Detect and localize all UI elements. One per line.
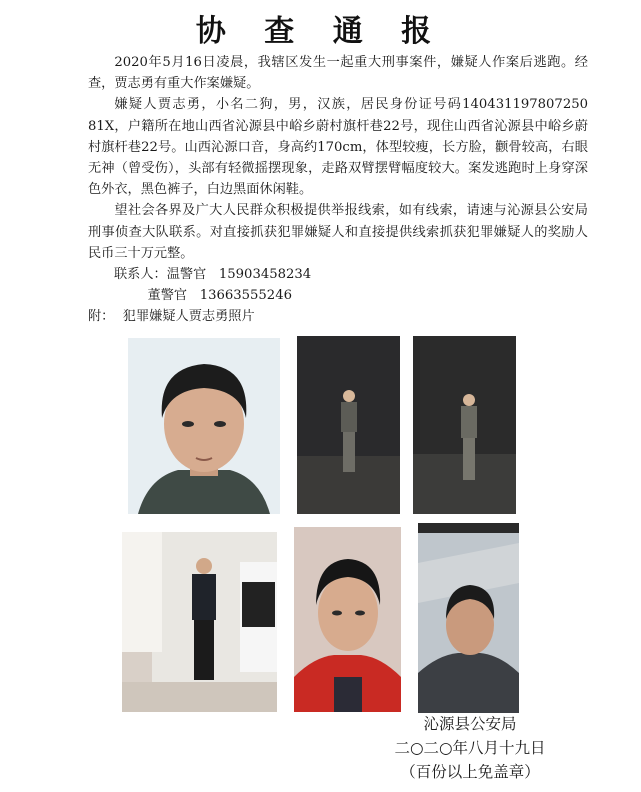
contact-name: 温警官 bbox=[166, 267, 207, 283]
stamp-note: （百份以上免盖章） bbox=[400, 763, 540, 781]
contact-phone: 13663555246 bbox=[199, 288, 292, 304]
contact-label: 联系人： bbox=[114, 267, 167, 283]
issue-date: 二○二○年八月十九日 bbox=[394, 739, 546, 757]
phone-video-screenshot bbox=[418, 523, 519, 713]
night-street-photo-1 bbox=[297, 336, 400, 514]
night-street-photo-2 bbox=[413, 336, 516, 514]
contact-row-1 bbox=[88, 264, 588, 285]
closeup-photo bbox=[294, 527, 401, 712]
indoor-photo bbox=[122, 532, 277, 712]
paragraph-incident: 2020年5月16日凌晨，我辖区发生一起重大刑事案件，嫌疑人作案后逃跑。经查，贾志勇有重大作案嫌疑。 bbox=[88, 55, 588, 92]
notice-title: 协 查 通 报 bbox=[195, 14, 446, 49]
paragraph-suspect-description: 嫌疑人贾志勇，小名二狗，男，汉族，居民身份证号码140431197807250​81X，户籍所在地山西省沁源县中峪乡蔚村旗杆巷22号，现住山西省沁源县中峪乡蔚村旗杆巷22号。山西沁源口音，身高约170cm，体型较瘦，长方脸，颧骨较高，右眼无神（曾受伤），头部有轻微摇摆现象，走路双臂摆臂幅度较大。案发逃跑时上身穿深色外衣，黑色裤子，白边黑面休闲鞋。 bbox=[88, 97, 588, 198]
paragraph-appeal: 望社会各界及广大人民群众积极提供举报线索，如有线索，请速与沁源县公安局刑事侦查大队联系。对直接抓获犯罪嫌疑人和直接提供线索抓获犯罪嫌疑人的奖励人民币三十万元整。 bbox=[88, 203, 588, 261]
notice-body bbox=[88, 52, 588, 328]
attachment-note: 附： 犯罪嫌疑人贾志勇照片 bbox=[88, 309, 255, 325]
contact-row-2 bbox=[88, 285, 588, 306]
suspect-id-photo bbox=[128, 338, 280, 514]
contact-phone: 15903458234 bbox=[218, 267, 312, 283]
issuing-agency: 沁源县公安局 bbox=[423, 715, 517, 733]
contact-name: 董警官 bbox=[147, 288, 188, 304]
notice-footer bbox=[370, 712, 570, 784]
